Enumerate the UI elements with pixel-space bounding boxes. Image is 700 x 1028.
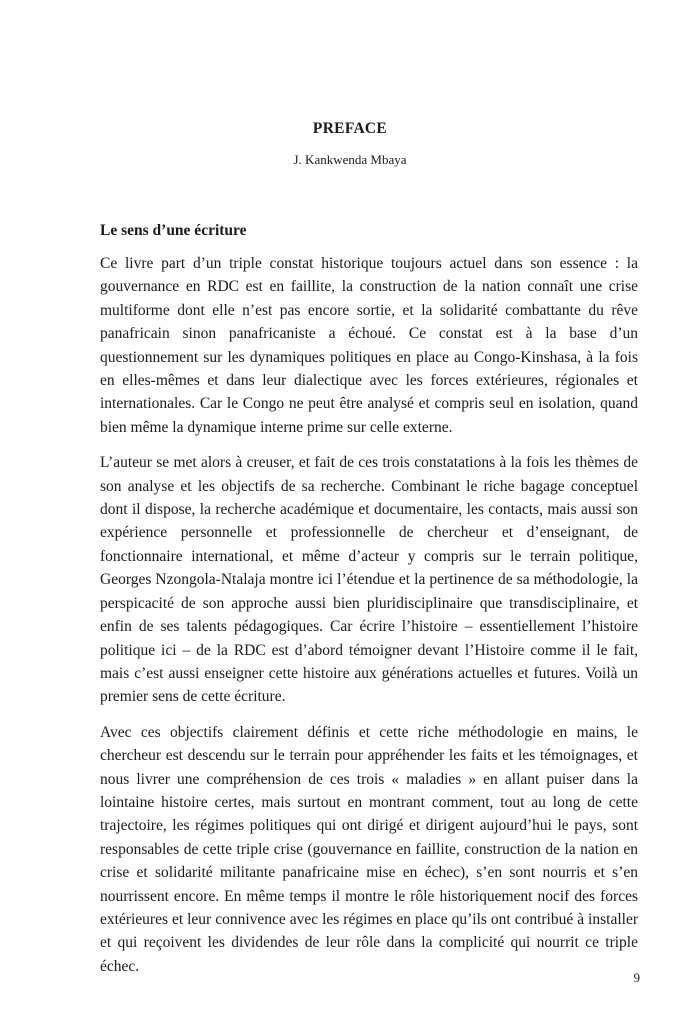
paragraph-2: L’auteur se met alors à creuser, et fait de ces trois constatations à la fois les thèmes de son analyse et les objectifs de sa recherche. Combinant le riche bagage conceptuel dont il dispose, la recherche académique et documentaire, les contacts, mais aussi son expérience personnelle et professionnelle de chercheur et d’enseignant, de fonctionnaire international, et même d’acteur y compris sur le terrain politique, Georges Nzongola-Ntalaja montre ici l’étendue et la pertinence de sa méthodologie, la perspicacité de son approche aussi bien pluridisciplinaire que transdisciplinaire, et enfin de ses talents pédagogiques. Car écrire l’histoire – essentiellement l’histoire politique ici – de la RDC est d’abord témoigner devant l’Histoire comme il le fait, mais c’est aussi enseigner cette histoire aux générations actuelles et futures. Voilà un premier sens de cette écriture. (100, 454, 638, 706)
section-heading: Le sens d’une écriture (100, 222, 247, 239)
body-content (100, 220, 638, 990)
author-name: J. Kankwenda Mbaya (293, 152, 407, 167)
page-title: PREFACE (312, 120, 388, 137)
page-number: 9 (633, 970, 640, 985)
paragraph-1: Ce livre part d’un triple constat historique toujours actuel dans son essence : la gouvernance en RDC est en faillite, la construction de la nation connaît une crise multiforme dont elle n’est pas encore sortie, et la solidarité combattante du rêve panafricain sinon panafricaniste a échoué. Ce constat est à la base d’un questionnement sur les dynamiques politiques en place au Congo-Kinshasa, à la fois en elles-mêmes et dans leur dialectique avec les forces extérieures, régionales et internationales. Car le Congo ne peut être analysé et compris seul en isolation, quand bien même la dynamique interne prime sur celle externe. (100, 255, 638, 436)
paragraph-3: Avec ces objectifs clairement définis et cette riche méthodologie en mains, le chercheur est descendu sur le terrain pour appréhender les faits et les témoignages, et nous livrer une compréhension de ces trois « maladies » en allant puiser dans la lointaine histoire certes, mais surtout en montrant comment, tout au long de cette trajectoire, les régimes politiques qui ont dirigé et dirigent aujourd’hui le pays, sont responsables de cette triple crise (gouvernance en faillite, construction de la nation en crise et solidarité militante panafricaine mise en échec), s’en sont nourris et s’en nourrissent encore. En même temps il montre le rôle historiquement nocif des forces extérieures et leur connivence avec les régimes en place qu’ils ont contribué à installer et qui reçoivent les dividendes de leur rôle dans la complicité qui nourrit ce triple échec. (100, 723, 638, 975)
